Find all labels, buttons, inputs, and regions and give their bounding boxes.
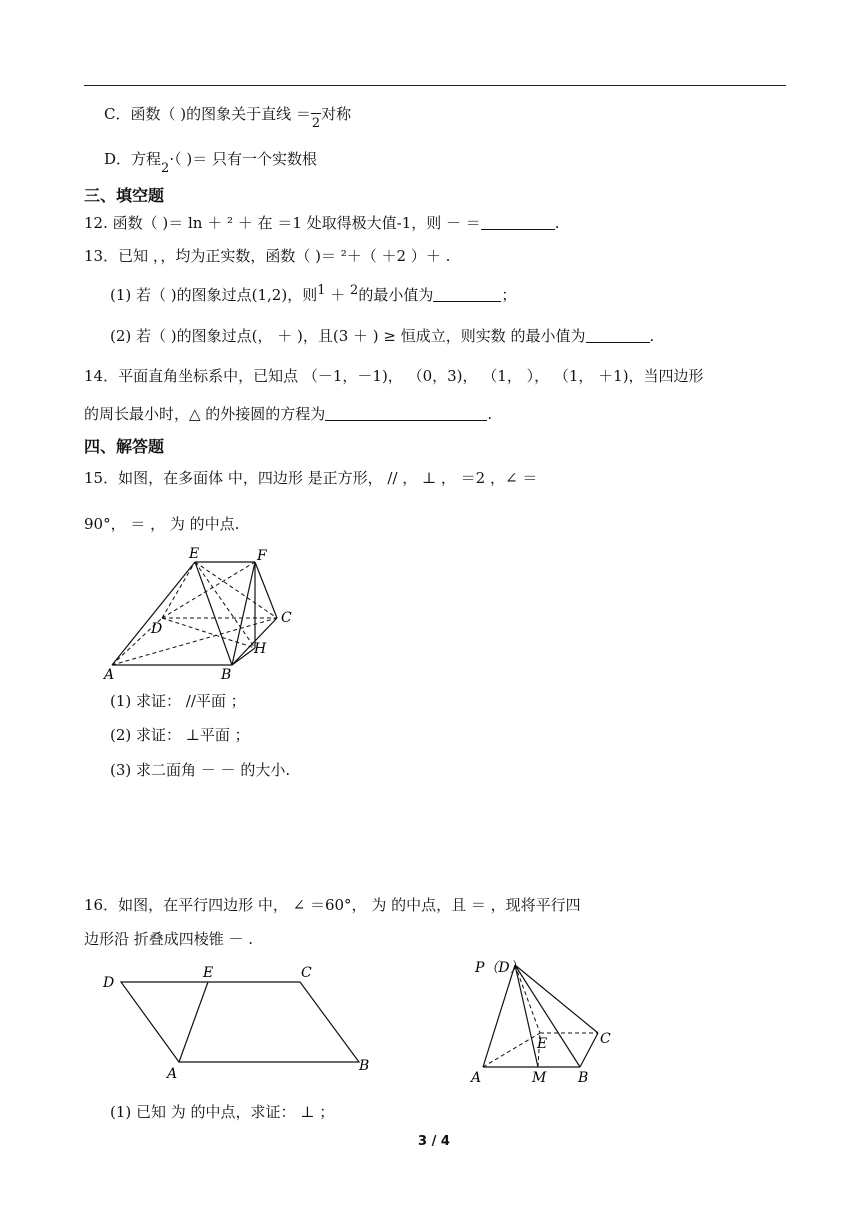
question-14-line1: 14．平面直角坐标系中，已知点 （－1，－1)， （0，3)， （1， ）， （1， ＋1)，当四边形: [84, 367, 704, 385]
question-12-text: 12. 函数（ )＝ ln ＋ ² ＋ 在 ＝1 处取得极大值-1，则 － ＝: [84, 214, 481, 232]
question-15-part1: (1) 求证： //平面 ；: [110, 692, 246, 710]
question-13-part1-text: (1) 若（ )的图象过点(1,2)，则: [110, 286, 318, 304]
fig15-label-f: F: [257, 548, 267, 564]
question-15-line1: 15．如图，在多面体 中，四边形 是正方形， // ， ⊥ ， ＝2 ，∠ ＝: [84, 469, 538, 487]
option-c-text: C．函数（ )的图象关于直线 ＝: [104, 105, 311, 123]
fig16a-label-c: C: [301, 965, 312, 981]
question-13-part1-tail: 的最小值为: [358, 286, 434, 304]
option-d-tail: ·（ )＝ 只有一个实数根: [169, 150, 317, 168]
question-13-part2-end: .: [649, 327, 655, 345]
answer-blank-13-2[interactable]: [586, 328, 650, 343]
option-c-fraction: 2: [311, 113, 321, 134]
option-d-text: D．方程: [104, 150, 162, 168]
question-13-part1: (1) 若（ )的图象过点(1,2)，则1 ＋ 2的最小值为 ；: [110, 283, 517, 304]
question-13-part2-text: (2) 若（ )的图象过点(， ＋ )，且(3 ＋ ) ≥ 恒成立，则实数 的最小值为: [110, 327, 586, 345]
fig15-label-h: H: [254, 641, 267, 657]
fig16b-label-p: P（D）: [475, 960, 524, 976]
question-16-part1: (1) 已知 为 的中点，求证： ⊥ ；: [110, 1103, 335, 1121]
fig16b-label-e: E: [537, 1036, 548, 1052]
question-16-line1: 16．如图，在平行四边形 中， ∠ ＝60°， 为 的中点，且 ＝ ，现将平行四: [84, 896, 581, 914]
question-12-end: .: [554, 214, 560, 232]
question-15-part3: (3) 求二面角 － － 的大小.: [110, 761, 291, 779]
question-13: 13．已知 ，，均为正实数，函数（ )＝ ²＋（ ＋2 ）＋ .: [84, 247, 451, 265]
question-14-line2: [84, 404, 492, 424]
question-13-part1-end: ；: [501, 286, 517, 304]
fig16a-label-a: A: [167, 1066, 178, 1082]
question-13-part2: [110, 326, 654, 346]
fig15-label-b: B: [221, 667, 232, 683]
fig15-label-d: D: [151, 621, 163, 637]
answer-blank-13-1[interactable]: [433, 287, 501, 302]
option-c-tail: 对称: [321, 105, 352, 123]
section-answer: 四、解答题: [84, 437, 165, 456]
section-fill-in: 三、填空题: [84, 186, 165, 205]
option-d-fraction: 2: [161, 161, 170, 176]
fig16b-label-c: C: [600, 1031, 611, 1047]
header-rule: [84, 85, 786, 86]
page-number: 3 / 4: [418, 1134, 450, 1149]
figure-16-pyramid: [465, 955, 625, 1090]
fig16b-label-b: B: [578, 1070, 589, 1086]
answer-blank-14[interactable]: [325, 406, 487, 421]
figure-16-parallelogram: [95, 960, 385, 1085]
fig16b-label-a: A: [471, 1070, 482, 1086]
fig16b-label-m: M: [532, 1070, 547, 1086]
fig16a-label-b: B: [359, 1058, 370, 1074]
fraction-2-numerator: 2: [350, 283, 359, 298]
fig15-label-a: A: [104, 667, 115, 683]
option-c: [104, 104, 352, 131]
answer-blank-12[interactable]: [481, 215, 555, 230]
fig15-label-e: E: [189, 546, 200, 562]
fig16a-label-e: E: [203, 965, 214, 981]
option-d: [104, 149, 317, 176]
fig15-label-c: C: [281, 610, 292, 626]
figure-15-polyhedron: [100, 540, 310, 685]
question-15-part2: (2) 求证： ⊥平面 ；: [110, 726, 250, 744]
fraction-1-numerator: 1: [317, 283, 326, 298]
question-15-line2: 90°， ＝ ， 为 的中点.: [84, 515, 240, 533]
question-14-end: .: [487, 405, 493, 423]
question-12: [84, 213, 560, 233]
question-14-text: 的周长最小时，△ 的外接圆的方程为: [84, 405, 326, 423]
question-16-line2: 边形沿 折叠成四棱锥 － .: [84, 930, 254, 948]
fig16a-label-d: D: [103, 975, 115, 991]
